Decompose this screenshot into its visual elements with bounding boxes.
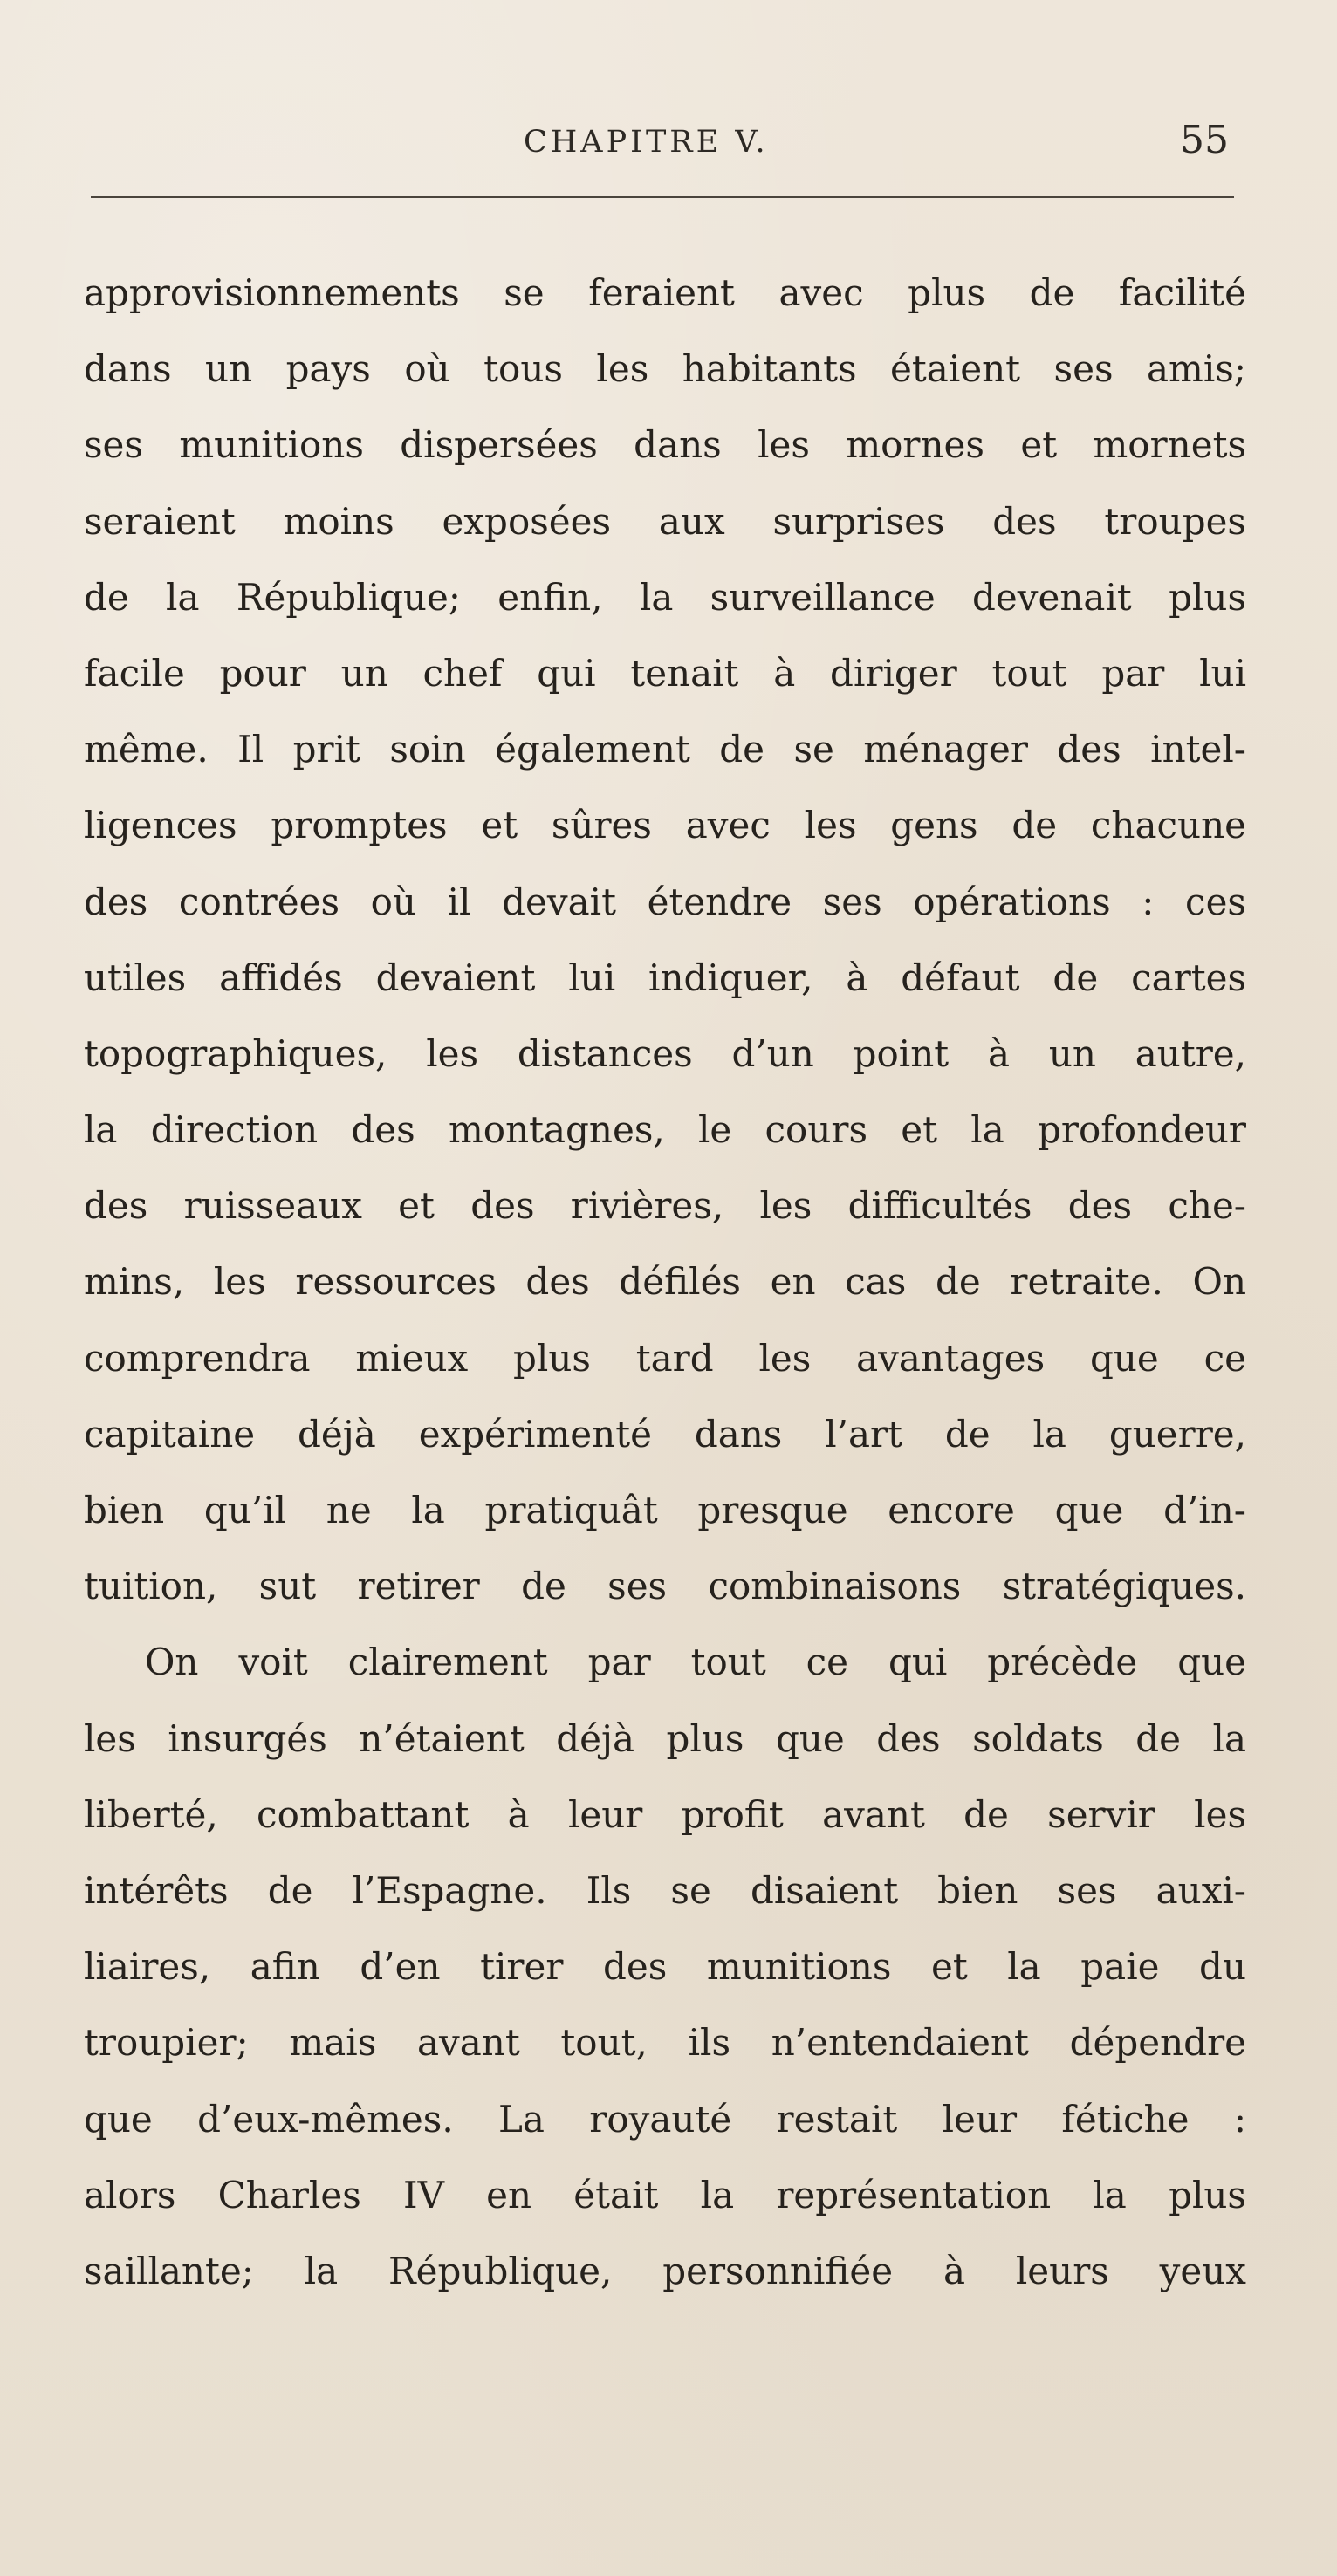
text-line: de la République; enfin, la surveillance devenait plus: [84, 575, 1246, 619]
text-line: même. Il prit soin également de se ménager des intel-: [84, 728, 1246, 771]
text-line: On voit clairement par tout ce qui précède que: [145, 1641, 1246, 1684]
text-line: liberté, combattant à leur profit avant de servir les: [84, 1792, 1246, 1836]
text-line: les insurgés n’étaient déjà plus que des soldats de la: [84, 1716, 1246, 1760]
text-line: ligences promptes et sûres avec les gens de chacune: [84, 804, 1246, 847]
running-header: [0, 118, 1337, 170]
text-line: des contrées où il devait étendre ses opérations : ces: [84, 880, 1246, 923]
text-line: alors Charles IV en était la représentation la plus: [84, 2173, 1246, 2216]
paragraph-1: [84, 255, 1246, 1624]
text-line: mins, les ressources des défilés en cas de retraite. On: [84, 1260, 1246, 1304]
text-line: capitaine déjà expérimenté dans l’art de la guerre,: [84, 1412, 1246, 1456]
text-line: ses munitions dispersées dans les mornes et mornets: [84, 423, 1246, 467]
text-line: topographiques, les distances d’un point à un autre,: [84, 1031, 1246, 1075]
text-line: approvisionnements se feraient avec plus de facilité: [84, 271, 1246, 314]
text-line: utiles affidés devaient lui indiquer, à défaut de cartes: [84, 956, 1246, 999]
running-title: CHAPITRE V.: [524, 125, 769, 160]
text-line: comprendra mieux plus tard les avantages que ce: [84, 1336, 1246, 1380]
text-line: seraient moins exposées aux surprises des troupes: [84, 499, 1246, 543]
body-text: [84, 255, 1246, 2309]
text-line: facile pour un chef qui tenait à diriger tout par lui: [84, 651, 1246, 695]
text-line: liaires, afin d’en tirer des munitions et la paie du: [84, 1945, 1246, 1989]
header-rule: [91, 196, 1234, 198]
text-line: saillante; la République, personnifiée à leurs yeux: [84, 2249, 1246, 2292]
page-number: 55: [1180, 118, 1229, 162]
text-line: troupier; mais avant tout, ils n’entendaient dépendre: [84, 2021, 1246, 2065]
text-line: la direction des montagnes, le cours et la profondeur: [84, 1108, 1246, 1152]
text-line: intérêts de l’Espagne. Ils se disaient bien ses auxi-: [84, 1868, 1246, 1912]
text-line: tuition, sut retirer de ses combinaisons stratégiques.: [84, 1565, 1246, 1608]
text-line: dans un pays où tous les habitants étaient ses amis;: [84, 347, 1246, 391]
paragraph-2: [84, 1624, 1246, 2309]
text-line: bien qu’il ne la pratiquât presque encore que d’in-: [84, 1489, 1246, 1531]
text-line: que d’eux-mêmes. La royauté restait leur fétiche :: [84, 2097, 1246, 2141]
text-line: des ruisseaux et des rivières, les difficultés des che-: [84, 1184, 1246, 1228]
